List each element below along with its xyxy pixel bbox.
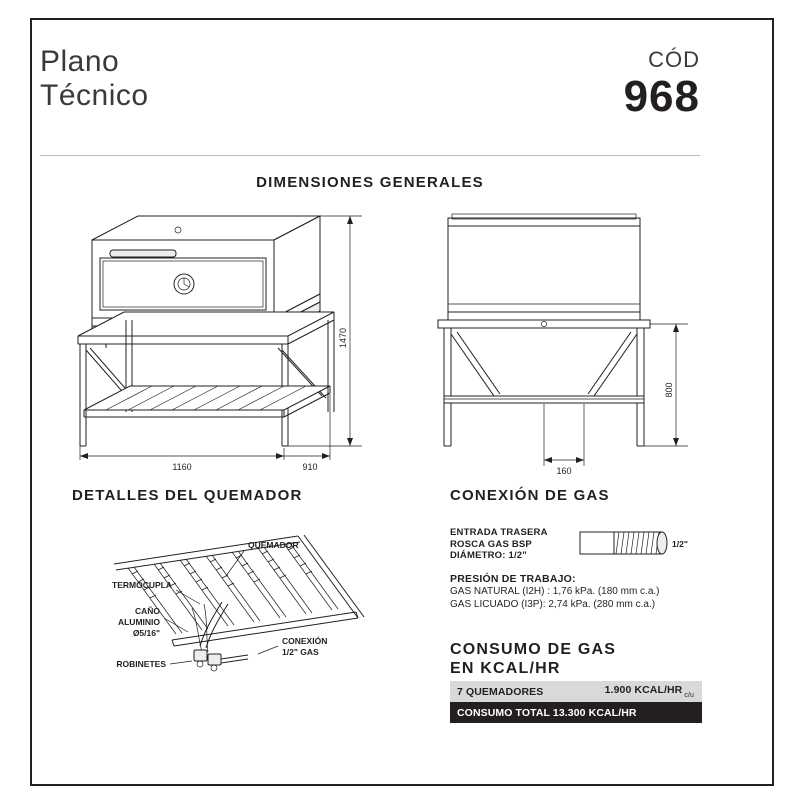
row-burners-unit: c/u (684, 691, 694, 699)
callout-robinetes: ROBINETES (116, 659, 166, 669)
section-title-consumption (450, 640, 616, 678)
title-line-2: Técnico (40, 79, 149, 112)
callout-cano-1: CAÑO (134, 606, 160, 616)
dim-depth: 910 (302, 462, 318, 472)
callout-quemador: QUEMADOR (248, 540, 299, 550)
section-title-burner: DETALLES DEL QUEMADOR (72, 487, 303, 504)
row-burners-value-text: 1.900 KCAL/HR (604, 684, 683, 697)
gas-nozzle-drawing (578, 524, 698, 564)
dim-height-base: 800 (664, 382, 674, 398)
consumption-table (450, 681, 702, 723)
callout-conexion-1: CONEXIÓN (282, 636, 328, 646)
gas-pressure-natural: GAS NATURAL (I2H) : 1,76 kPa. (180 mm c.a.) (450, 585, 660, 597)
dim-height-total: 1470 (338, 327, 348, 349)
callout-cano-3: Ø5/16" (132, 628, 160, 638)
page-title (40, 45, 149, 113)
dim-offset: 160 (556, 466, 572, 476)
row-burners-label: 7 QUEMADORES (457, 685, 544, 698)
row-burners-value (605, 684, 702, 698)
gas-pressure-licuado: GAS LICUADO (I3P): 2,74 kPa. (280 mm c.a.) (450, 598, 656, 610)
burner-detail-drawing (72, 512, 402, 702)
isometric-view-drawing (62, 198, 362, 478)
title-line-1: Plano (40, 45, 120, 78)
dim-width-front: 1160 (172, 462, 192, 472)
consumption-title-line-2: EN KCAL/HR (450, 660, 561, 677)
gas-entry-line-3: DIÁMETRO: 1/2" (450, 550, 527, 561)
nozzle-label: 1/2" (672, 539, 688, 549)
code-number: 968 (623, 72, 700, 121)
row-total-label: CONSUMO TOTAL 13.300 KCAL/HR (457, 706, 637, 719)
header-divider (40, 155, 700, 156)
gas-entry-line-2: ROSCA GAS BSP (450, 538, 532, 550)
header (40, 45, 700, 150)
gas-pressure-title: PRESIÓN DE TRABAJO: (450, 572, 576, 585)
callout-termocupla: TERMOCUPLA (112, 580, 172, 590)
section-title-gas-connection: CONEXIÓN DE GAS (450, 487, 610, 504)
callout-cano-2: ALUMINIO (117, 617, 160, 627)
callout-conexion-2: 1/2" GAS (282, 647, 319, 657)
gas-entry-line-1: ENTRADA TRASERA (450, 527, 548, 538)
table-row-burners (450, 681, 702, 702)
consumption-title-line-1: CONSUMO DE GAS (450, 641, 617, 658)
code-label: CÓD (648, 47, 700, 72)
front-elevation-drawing (432, 198, 692, 478)
table-row-total (450, 702, 702, 723)
section-title-dimensions: DIMENSIONES GENERALES (256, 174, 484, 191)
code-block (624, 47, 700, 119)
